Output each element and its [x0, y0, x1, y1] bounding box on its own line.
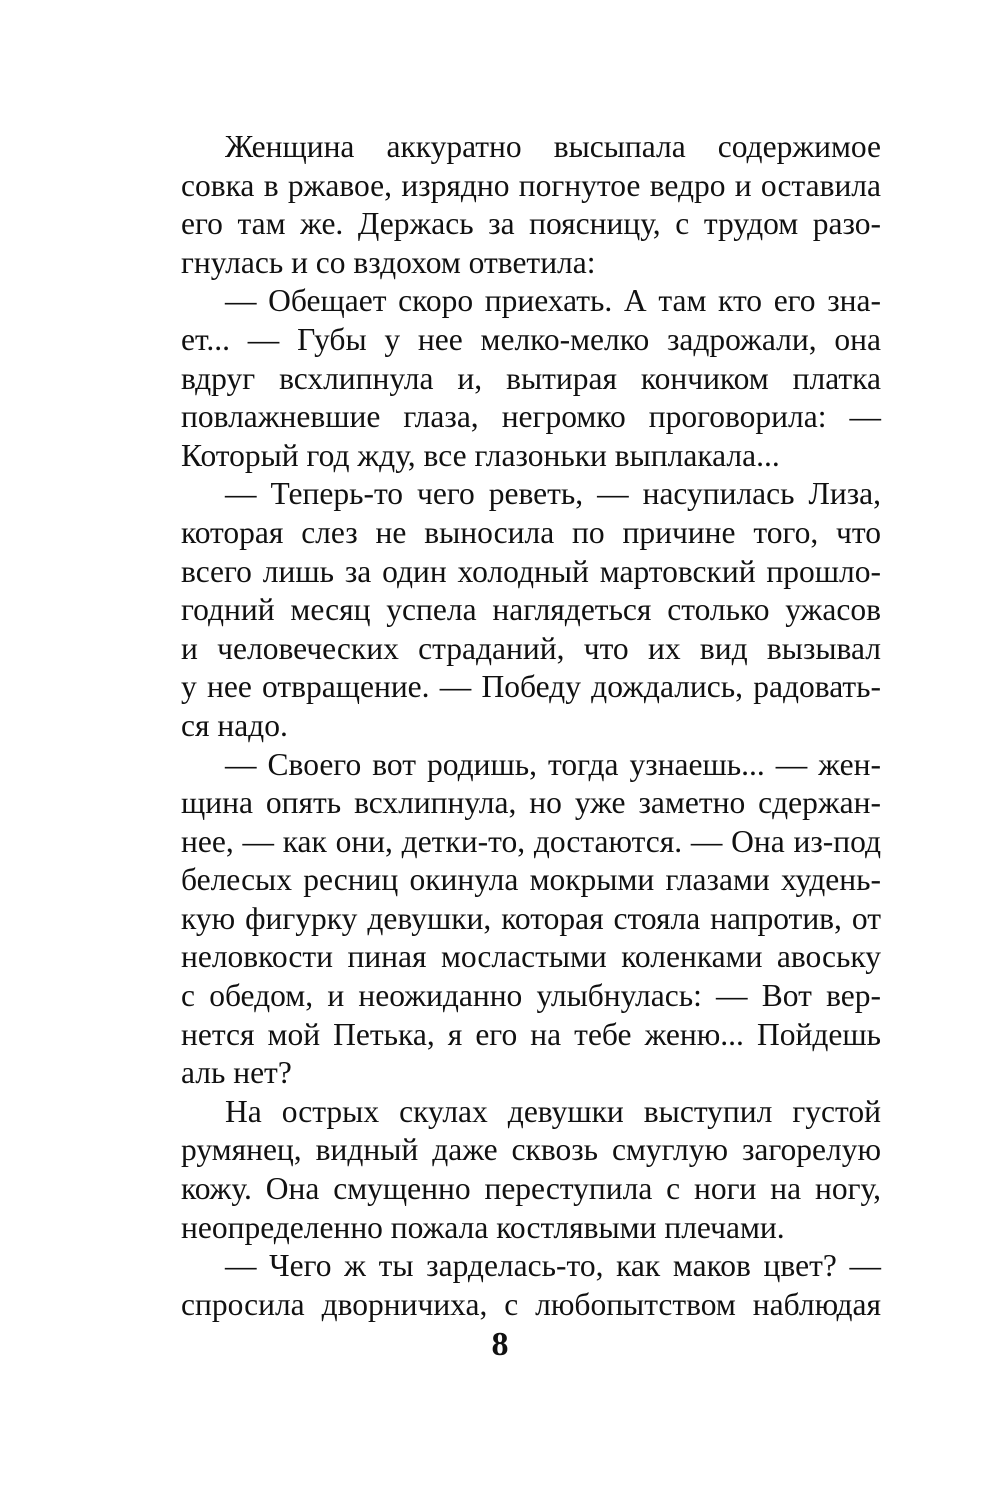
text-line-31: спросила дворничиха, с любопытством наблюдая: [181, 1286, 881, 1322]
text-line-05: — Обещает скоро приехать. А там кто его зна-: [225, 283, 881, 319]
text-line-24: нется мой Петька, я его на тебе женю... Пойдешь: [181, 1016, 881, 1052]
text-line-27: румянец, видный даже сквозь смуглую загорелую: [181, 1132, 881, 1168]
text-line-21: кую фигурку девушки, которая стояла напротив, от: [181, 900, 881, 936]
text-line-26: На острых скулах девушки выступил густой: [225, 1093, 881, 1129]
body-text: [181, 128, 881, 1324]
text-line-12: всего лишь за один холодный мартовский прошло-: [181, 553, 881, 589]
text-line-15: у нее отвращение. — Победу дождались, радовать-: [181, 669, 881, 705]
text-line-10: — Теперь-то чего реветь, — насупилась Лиза,: [225, 476, 881, 512]
text-line-23: с обедом, и неожиданно улыбнулась: — Вот вер-: [181, 978, 881, 1014]
text-line-09: Который год жду, все глазоньки выплакала...: [181, 437, 780, 473]
text-line-19: нее, — как они, детки-то, достаются. — Она из-под: [181, 823, 881, 859]
text-line-01: Женщина аккуратно высыпала содержимое: [225, 129, 881, 164]
text-line-03: его там же. Держась за поясницу, с трудом разо-: [181, 206, 881, 242]
text-line-08: повлажневшие глаза, негромко проговорила: —: [181, 399, 881, 435]
text-line-02: совка в ржавое, изрядно погнутое ведро и оставила: [181, 167, 881, 203]
text-line-18: щина опять всхлипнула, но уже заметно сдержан-: [181, 785, 881, 821]
text-line-20: белесых ресниц окинула мокрыми глазами худень-: [181, 862, 881, 898]
text-line-22: неловкости пиная мосластыми коленками авоську: [181, 939, 881, 975]
text-line-30: — Чего ж ты зарделась-то, как маков цвет? —: [225, 1248, 881, 1284]
text-line-28: кожу. Она смущенно переступила с ноги на ногу,: [181, 1171, 881, 1207]
text-line-29: неопределенно пожала костлявыми плечами.: [181, 1209, 785, 1245]
text-line-13: годний месяц успела наглядеться столько ужасов: [181, 592, 881, 628]
text-line-17: — Своего вот родишь, тогда узнаешь... — жен-: [225, 746, 881, 782]
text-line-07: вдруг всхлипнула и, вытирая кончиком платка: [181, 360, 881, 396]
page-number: 8: [491, 1326, 509, 1363]
text-line-16: ся надо.: [181, 707, 288, 743]
text-line-25: аль нет?: [181, 1055, 292, 1091]
text-line-14: и человеческих страданий, что их вид вызывал: [181, 630, 881, 666]
text-line-04: гнулась и со вздохом ответила:: [181, 244, 596, 280]
text-line-11: которая слез не выносила по причине того, что: [181, 514, 881, 550]
text-line-06: ет... — Губы у нее мелко-мелко задрожали, она: [181, 321, 881, 357]
